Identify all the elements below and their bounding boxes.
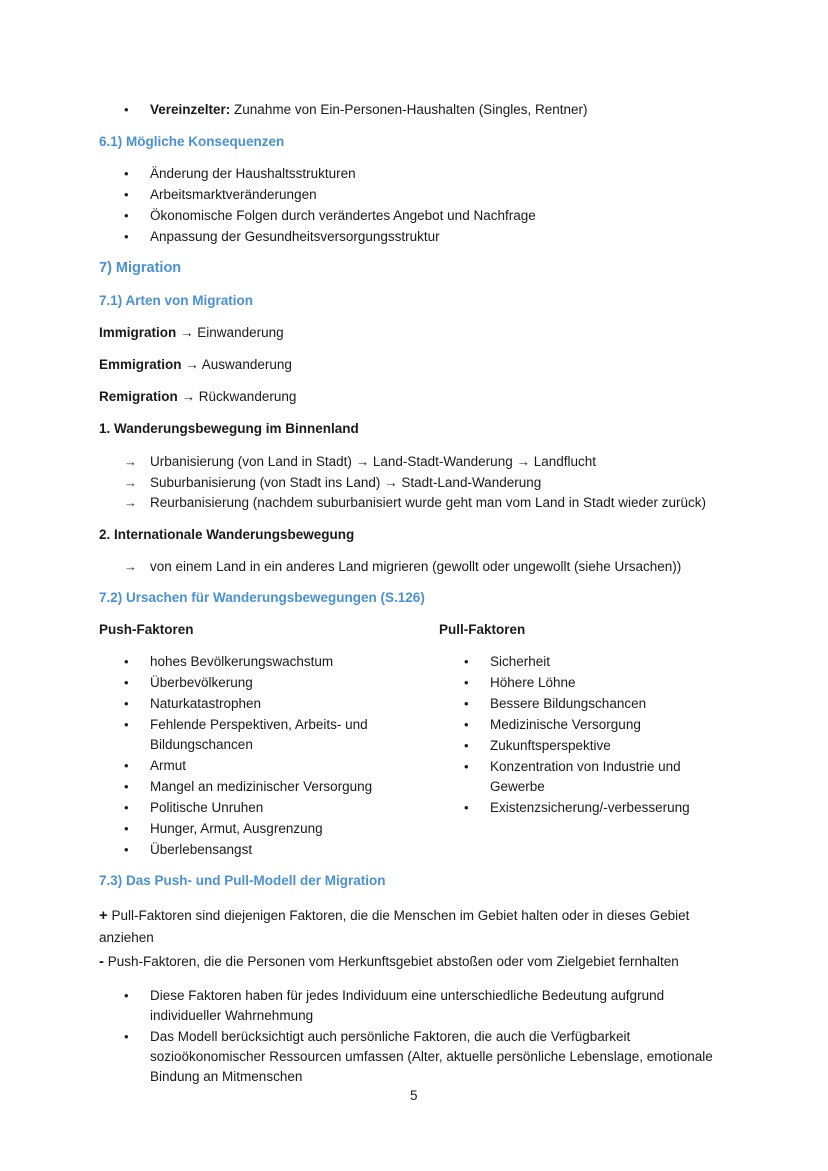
bullet-icon: • [124, 229, 129, 244]
pull-factors-heading: Pull-Faktoren [439, 622, 526, 637]
definition-term: Emmigration [99, 357, 182, 372]
definition-term: Remigration [99, 389, 178, 404]
pull-item: Sicherheit [490, 654, 551, 669]
push-item: Naturkatastrophen [150, 696, 262, 711]
bullet-icon: • [124, 654, 129, 669]
pull-definition-line [99, 906, 689, 925]
push-item: hohes Bevölkerungswachstum [150, 654, 334, 669]
pull-item: Zukunftsperspektive [490, 738, 611, 753]
definition-emmigration [99, 355, 292, 374]
pull-item: Medizinische Versorgung [490, 717, 641, 732]
list-item: Das Modell berücksichtigt auch persönliche Faktoren, die auch die Verfügbarkeit [150, 1029, 631, 1044]
heading-7: 7) Migration [99, 260, 182, 276]
arrow-icon: → [124, 495, 137, 510]
arrow-icon: → [180, 325, 194, 340]
arrow-icon: → [124, 475, 137, 490]
heading-7-2: 7.2) Ursachen für Wanderungsbewegungen (S.126) [99, 590, 425, 605]
list-item: Urbanisierung (von Land in Stadt) → Land-Stadt-Wanderung → Landflucht [150, 454, 597, 469]
heading-6-1: 6.1) Mögliche Konsequenzen [99, 134, 285, 149]
intro-bullet-text [150, 100, 588, 119]
list-item: Ökonomische Folgen durch verändertes Angebot und Nachfrage [150, 208, 536, 223]
list-item: Reurbanisierung (nachdem suburbanisiert wurde geht man vom Land in Stadt wieder zurück) [150, 495, 707, 510]
pull-item-continuation: Gewerbe [490, 779, 545, 794]
list-item: Anpassung der Gesundheitsversorgungsstruktur [150, 229, 440, 244]
bullet-icon: • [124, 842, 129, 857]
push-item: Armut [150, 758, 187, 773]
definition-term: Immigration [99, 325, 177, 340]
list-item: von einem Land in ein anderes Land migrieren (gewollt oder ungewollt (siehe Ursachen)) [150, 559, 682, 574]
push-item: Überbevölkerung [150, 675, 253, 690]
list-item: Suburbanisierung (von Stadt ins Land) → Stadt-Land-Wanderung [150, 475, 542, 490]
bullet-icon: • [124, 208, 129, 223]
bullet-icon: • [124, 1029, 129, 1044]
arrow-icon: → [124, 454, 137, 469]
push-item: Fehlende Perspektiven, Arbeits- und [150, 717, 368, 732]
bullet-icon: • [464, 800, 469, 815]
push-item: Politische Unruhen [150, 800, 264, 815]
bullet-icon: • [124, 675, 129, 690]
bullet-icon: • [464, 759, 469, 774]
bullet-icon: • [124, 800, 129, 815]
bullet-icon: • [124, 988, 129, 1003]
push-definition-line [99, 952, 679, 971]
page-number: 5 [410, 1088, 418, 1103]
definition-meaning: Rückwanderung [198, 389, 297, 404]
bullet-icon: • [124, 166, 129, 181]
pull-item: Konzentration von Industrie und [490, 759, 681, 774]
bullet-icon: • [124, 102, 129, 117]
pull-definition-continuation: anziehen [99, 930, 154, 945]
intro-bullet-desc: Zunahme von Ein-Personen-Haushalten (Singles, Rentner) [230, 102, 588, 117]
arrow-icon: → [181, 389, 196, 404]
list-item: Diese Faktoren haben für jedes Individuum eine unterschiedliche Bedeutung aufgrund [150, 988, 665, 1003]
bullet-icon: • [464, 738, 469, 753]
push-item: Mangel an medizinischer Versorgung [150, 779, 373, 794]
bullet-icon: • [124, 758, 129, 773]
arrow-icon: → [185, 357, 199, 372]
subheading-international: 2. Internationale Wanderungsbewegung [99, 527, 355, 542]
push-factors-heading: Push-Faktoren [99, 622, 194, 637]
plus-icon: + [99, 907, 108, 924]
bullet-icon: • [464, 696, 469, 711]
bullet-icon: • [464, 717, 469, 732]
pull-item: Bessere Bildungschancen [490, 696, 647, 711]
heading-7-3: 7.3) Das Push- und Pull-Modell der Migration [99, 873, 386, 888]
list-item: Änderung der Haushaltsstrukturen [150, 166, 356, 181]
bullet-icon: • [124, 821, 129, 836]
list-item-continuation: Bindung an Mitmenschen [150, 1069, 303, 1084]
definition-meaning: Auswanderung [201, 357, 292, 372]
definition-remigration [99, 387, 296, 406]
minus-icon: - [99, 953, 104, 970]
push-item: Überlebensangst [150, 842, 253, 857]
bullet-icon: • [464, 675, 469, 690]
list-item: Arbeitsmarktveränderungen [150, 187, 317, 202]
definition-immigration [99, 323, 284, 342]
bullet-icon: • [124, 696, 129, 711]
arrow-icon: → [124, 559, 137, 574]
push-item-continuation: Bildungschancen [150, 737, 253, 752]
push-definition-text: Push-Faktoren, die die Personen vom Herkunftsgebiet abstoßen oder vom Zielgebiet fernhalten [104, 954, 679, 969]
pull-definition-text: Pull-Faktoren sind diejenigen Faktoren, die die Menschen im Gebiet halten oder in dieses Gebiet [107, 908, 690, 923]
list-item-continuation: individueller Wahrnehmung [150, 1008, 314, 1023]
bullet-icon: • [464, 654, 469, 669]
subheading-binnenland: 1. Wanderungsbewegung im Binnenland [99, 421, 359, 436]
bullet-icon: • [124, 717, 129, 732]
bullet-icon: • [124, 187, 129, 202]
intro-bullet-term: Vereinzelter: [150, 102, 231, 117]
bullet-icon: • [124, 779, 129, 794]
pull-item: Existenzsicherung/-verbesserung [490, 800, 690, 815]
push-item: Hunger, Armut, Ausgrenzung [150, 821, 323, 836]
heading-7-1: 7.1) Arten von Migration [99, 293, 254, 308]
pull-item: Höhere Löhne [490, 675, 576, 690]
list-item-continuation: sozioökonomischer Ressourcen umfassen (Alter, aktuelle persönliche Lebenslage, emotionale [150, 1049, 713, 1064]
definition-meaning: Einwanderung [197, 325, 284, 340]
